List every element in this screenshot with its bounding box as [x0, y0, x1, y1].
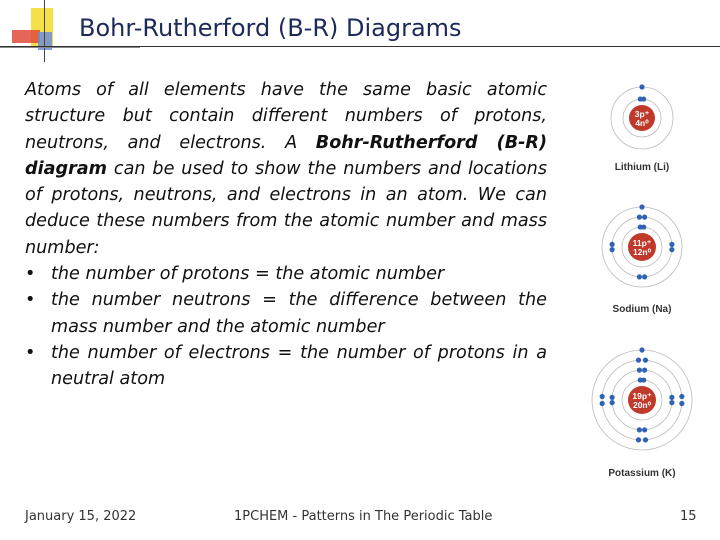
intro-text-2: can be used to show the numbers and locations of protons, neutrons, and electrons in an atom. We can deduce these numbers from the atomic number and mass number: [25, 158, 547, 258]
proton-count: 19p⁺ [632, 391, 652, 401]
electron [639, 204, 644, 209]
electron [636, 358, 641, 363]
electron [643, 358, 648, 363]
intro-bold-term: Bohr-Rutherford (B-R) diagram [25, 132, 547, 179]
electron [643, 437, 648, 442]
bullet-item [25, 261, 547, 287]
electron [639, 347, 644, 352]
atom-label: Potassium (K) [608, 468, 676, 479]
electron [637, 368, 642, 373]
electron [669, 400, 674, 405]
bullet-text: the number of protons = the atomic number [51, 264, 445, 285]
electron [636, 437, 641, 442]
decor-vertical-line [44, 0, 45, 62]
bullet-item [25, 340, 547, 393]
bullet-text: the number neutrons = the difference between the mass number and the atomic number [51, 290, 547, 337]
neutron-count: 20n⁰ [632, 400, 652, 410]
proton-count: 3p⁺ [634, 109, 650, 119]
electron [641, 96, 646, 101]
slide-body [25, 77, 547, 393]
page-number: 15 [680, 509, 697, 524]
electron [639, 84, 644, 89]
electron [610, 247, 615, 252]
slide-title: Bohr-Rutherford (B-R) Diagrams [79, 14, 462, 42]
decor-red-square [12, 30, 40, 43]
electron [642, 427, 647, 432]
title-underline-accent [0, 47, 140, 48]
bullet-dot: • [25, 342, 36, 363]
electron [610, 400, 615, 405]
electron [642, 215, 647, 220]
bullet-text: the number of electrons = the number of protons in a neutral atom [51, 342, 547, 390]
proton-count: 11p⁺ [632, 238, 652, 248]
electron [600, 394, 605, 399]
electron [641, 224, 646, 229]
atom-label: Sodium (Na) [612, 304, 672, 315]
electron [637, 274, 642, 279]
atom-label: Lithium (Li) [614, 162, 670, 173]
electron [642, 274, 647, 279]
electron [641, 377, 646, 382]
bullet-list [25, 261, 547, 392]
intro-text-1: Atoms of all elements have the same basic atomic structure but contain different numbers of protons, neutrons, and electrons. A [25, 80, 547, 153]
bullet-item [25, 287, 547, 340]
electron [679, 394, 684, 399]
electron [669, 247, 674, 252]
electron [610, 395, 615, 400]
neutron-count: 12n⁰ [632, 247, 652, 257]
footer-course: 1PCHEM - Patterns in The Periodic Table [234, 509, 493, 524]
bullet-dot: • [25, 290, 36, 311]
electron [600, 401, 605, 406]
electron [610, 242, 615, 247]
bohr-diagrams-figure [585, 70, 705, 490]
bullet-dot: • [25, 264, 36, 285]
electron [642, 368, 647, 373]
electron [679, 401, 684, 406]
electron [637, 427, 642, 432]
electron [669, 395, 674, 400]
neutron-count: 4n⁰ [635, 118, 649, 128]
footer-date: January 15, 2022 [25, 509, 137, 524]
electron [669, 242, 674, 247]
electron [637, 215, 642, 220]
intro-paragraph [25, 77, 547, 261]
